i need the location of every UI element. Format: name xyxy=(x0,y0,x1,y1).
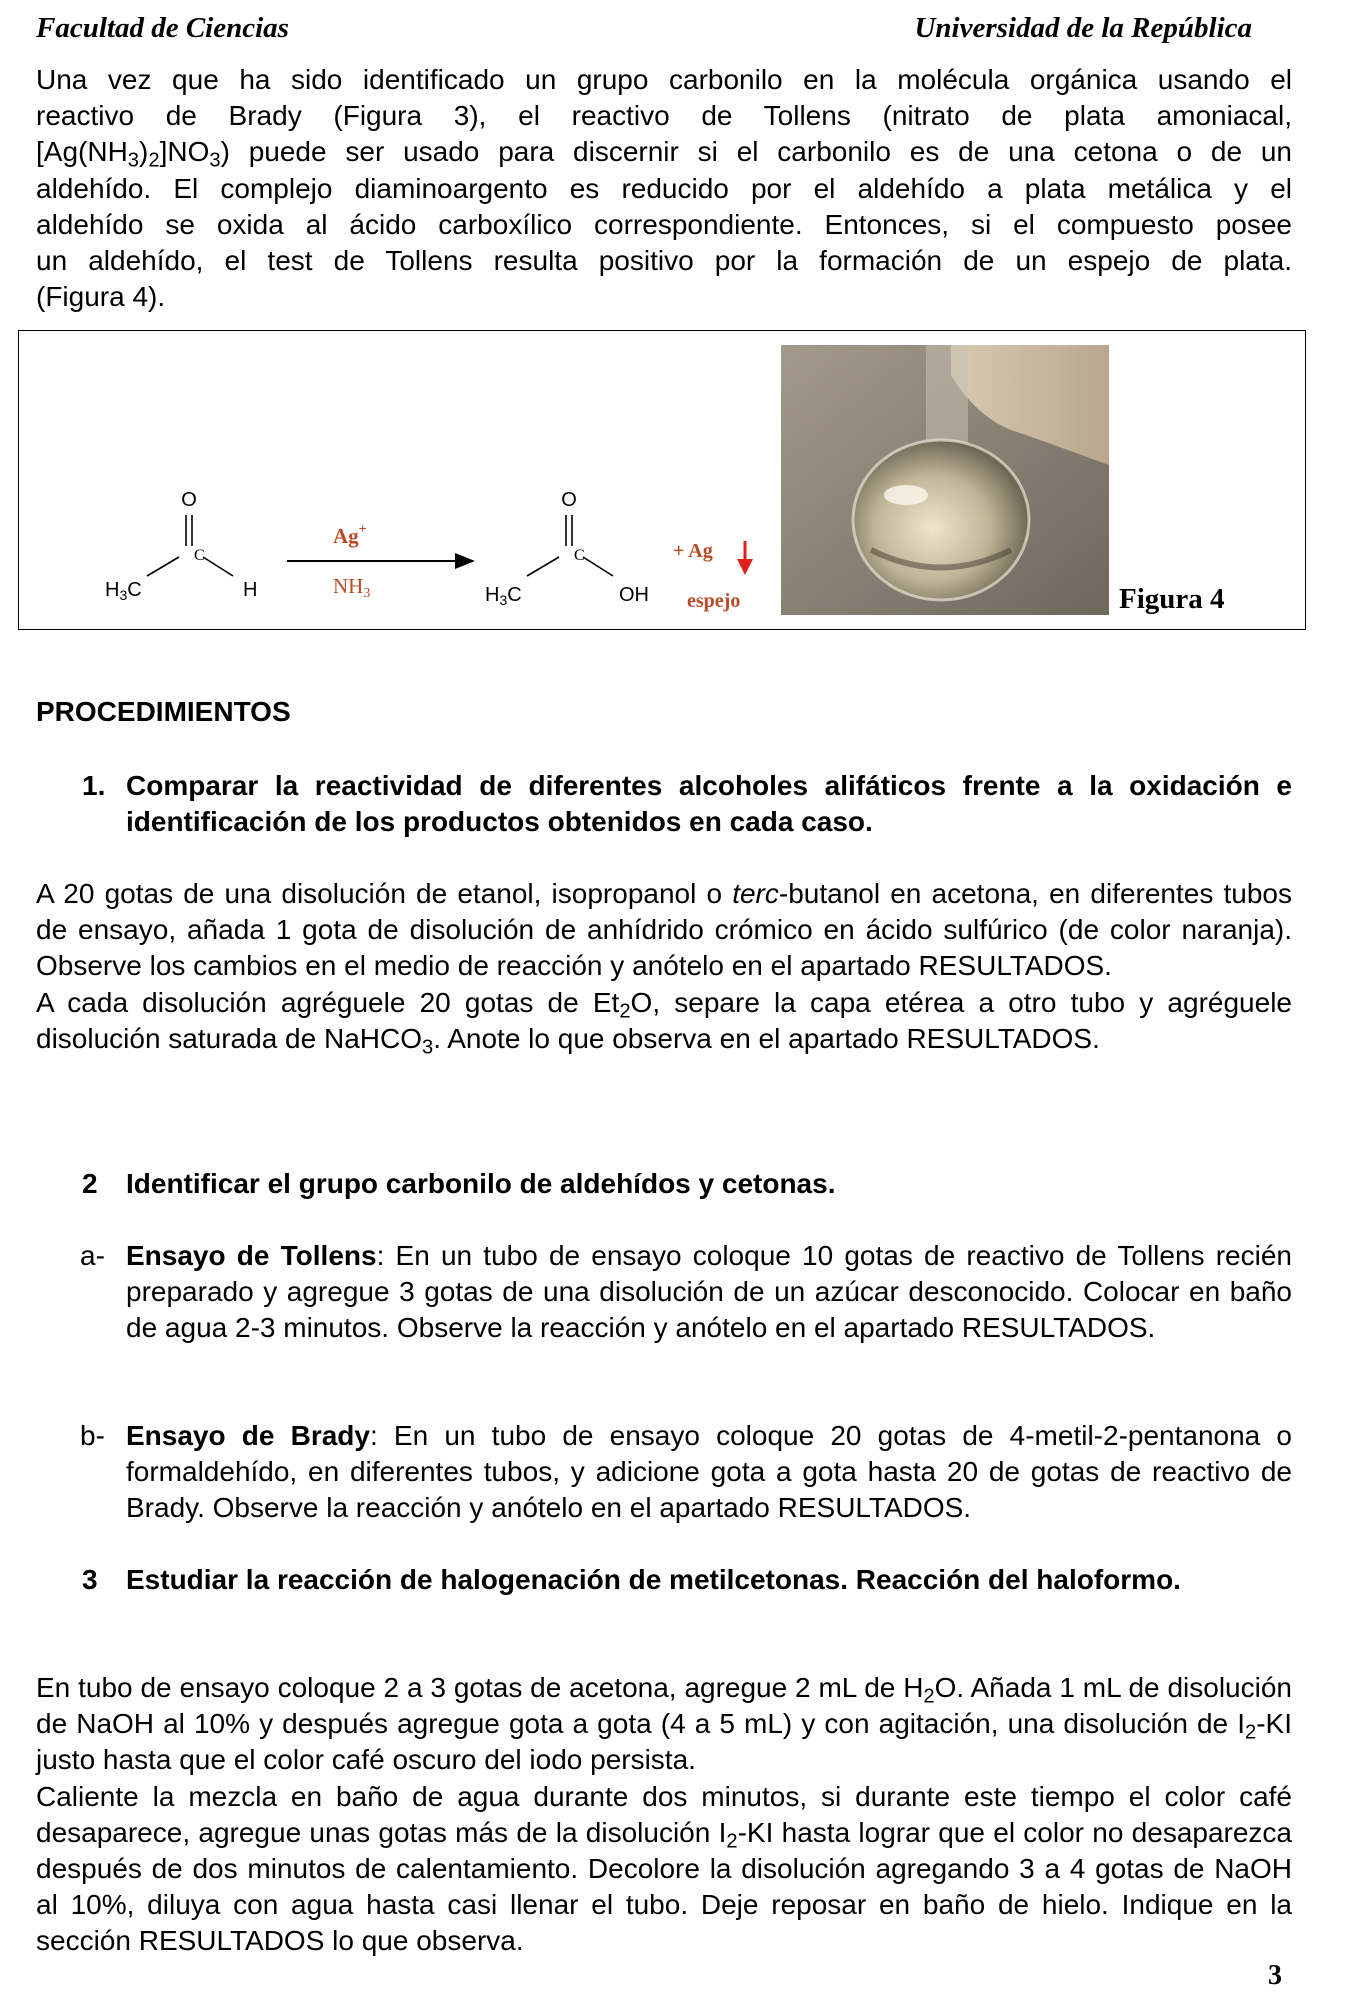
intro-line: aldehído se oxida al ácido carboxílico correspondiente. Entonces, si el compuesto posee xyxy=(36,208,1292,240)
intro-paragraph xyxy=(36,62,1292,315)
intro-line: un aldehído, el test de Tollens resulta positivo por la formación de un espejo de plata. xyxy=(36,245,1292,277)
intro-line: $[Ag(NH_3)_2]NO_3$) puede ser usado para discernir si el carbonilo es de una cetona o de un xyxy=(36,136,1292,173)
reactant-methyl: $H_3C$ xyxy=(105,579,142,603)
product-methyl: $H_3C$ xyxy=(485,584,522,608)
item-text: Ensayo de Tollens: En un tubo de ensayo coloque 10 gotas de reactivo de Tollens recién preparado y agregue 3 gotas de una disolución de un azúcar desconocido. Colocar en baño de agua 2-3 minutos. Observe la reacción y anótelo en el apartado RESULTADOS. xyxy=(126,1240,1292,1344)
silver-mirror-photo xyxy=(781,345,1109,615)
arrow-reagent-silver: Ag+ xyxy=(333,522,367,548)
paragraph-text: Caliente la mezcla en baño de agua durante dos minutos, si durante este tiempo el color café desaparece, agregue unas gotas más de la disolución $I_2-KI$ hasta lograr que el color no desaparezca después de dos minutos de calentamiento. Decolore la disolución agregando 3 a 4 gotas de NaOH al 10%, diluya con agua hasta casi llenar el tubo. Deje reposar en baño de hielo. Indique en la sección RESULTADOS lo que observa. xyxy=(36,1780,1293,1957)
item-title: Identificar el grupo carbonilo de aldehídos y cetonas. xyxy=(126,1168,836,1199)
header-university: Universidad de la República xyxy=(914,12,1252,44)
item-marker: b- xyxy=(80,1420,105,1451)
procedure-item-2b xyxy=(80,1418,1292,1527)
intro-line: Una vez que ha sido identificado un grupo carbonilo en la molécula orgánica usando el xyxy=(36,64,1292,95)
product-oxygen: O xyxy=(561,489,577,511)
procedure-item-2a xyxy=(80,1238,1292,1347)
intro-line: (Figura 4). xyxy=(36,281,166,313)
intro-line: reactivo de Brady (Figura 3), el reactivo de Tollens (nitrato de plata amoniacal, xyxy=(36,100,1292,132)
figure-4-box xyxy=(18,330,1306,630)
procedure-item-1 xyxy=(82,768,1292,840)
procedure-item-3 xyxy=(82,1562,1292,1598)
precipitate-arrow-icon xyxy=(737,559,753,575)
product-carbon: C xyxy=(574,547,585,564)
product-hydroxyl: OH xyxy=(619,584,649,606)
section-heading: PROCEDIMIENTOS xyxy=(36,696,291,727)
tollens-reaction-scheme xyxy=(19,331,779,627)
intro-line: aldehído. El complejo diaminoargento es reducido por el aldehído a plata metálica y el xyxy=(36,172,1292,204)
silver-mirror-label: espejo xyxy=(687,590,741,612)
silver-product: + Ag xyxy=(673,540,713,562)
reactant-hydrogen: H xyxy=(243,579,258,601)
flask-illustration xyxy=(781,345,1109,615)
item-number: 2 xyxy=(82,1168,98,1199)
procedure-item-2 xyxy=(82,1166,1292,1202)
paragraph-text: A cada disolución agréguele 20 gotas de $Et_2O$, separe la capa etérea a otro tubo y agréguele disolución saturada de NaHCO$_3$. Anote lo que observa en el apartado RESULTADOS. xyxy=(36,986,1292,1059)
figure-label: Figura 4 xyxy=(1119,583,1225,615)
item-number: 1. xyxy=(82,770,106,801)
item-marker: a- xyxy=(80,1240,105,1271)
header-faculty: Facultad de Ciencias xyxy=(36,12,289,44)
item-number: 3 xyxy=(82,1564,98,1595)
item-text: Ensayo de Brady: En un tubo de ensayo coloque 20 gotas de 4-metil-2-pentanona o formaldehído, en diferentes tubos, y adicione gota a gota hasta 20 de gotas de reactivo de Brady. Observe la reacción y anótelo en el apartado RESULTADOS. xyxy=(126,1420,1292,1524)
arrow-reagent-ammonia: NH3 xyxy=(333,574,371,601)
procedure-3-paragraph xyxy=(36,1670,1292,1960)
reactant-carbon: C xyxy=(194,547,205,564)
paragraph-text: En tubo de ensayo coloque 2 a 3 gotas de acetona, agregue 2 mL de $H_2O$. Añada 1 mL de disolución de NaOH al 10% y después agregue gota a gota (4 a 5 mL) y con agitación, una disolución de $I_2-KI$ justo hasta que el color café oscuro del iodo persista. xyxy=(36,1672,1292,1776)
paragraph-text: A 20 gotas de una disolución de etanol, isopropanol o terc-butanol en acetona, en diferentes tubos de ensayo, añada 1 gota de disolución de anhídrido crómico en ácido sulfúrico (de color naranja). Observe los cambios en el medio de reacción y anótelo en el apartado RESULTADOS. xyxy=(36,878,1292,982)
item-title: Comparar la reactividad de diferentes alcoholes alifáticos frente a la oxidación e identificación de los productos obtenidos en cada caso. xyxy=(126,770,1292,838)
item-title: Estudiar la reacción de halogenación de metilcetonas. Reacción del haloformo. xyxy=(126,1564,1181,1595)
page-number: 3 xyxy=(1268,1960,1282,1991)
reactant-oxygen: O xyxy=(181,489,197,511)
procedure-1-paragraph xyxy=(36,876,1292,1057)
